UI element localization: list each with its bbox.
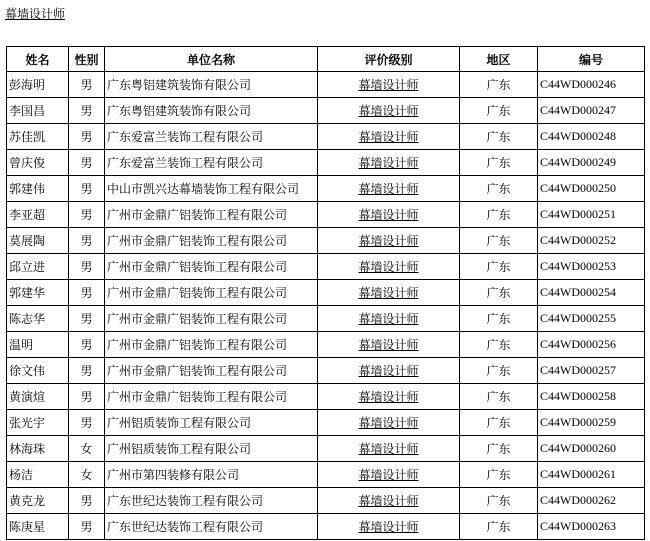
cell-name: 彭海明 [7, 72, 69, 98]
cell-id: C44WD000263 [538, 514, 645, 540]
table-row [7, 176, 645, 202]
level-link[interactable]: 幕墙设计师 [358, 494, 419, 508]
cell-gender: 男 [69, 514, 105, 540]
level-link[interactable]: 幕墙设计师 [358, 208, 419, 222]
cell-id: C44WD000247 [538, 98, 645, 124]
cell-region: 广东 [460, 202, 538, 228]
cell-company: 广东世纪达装饰工程有限公司 [105, 514, 318, 540]
level-link[interactable]: 幕墙设计师 [358, 364, 419, 378]
cell-gender: 男 [69, 358, 105, 384]
cell-company: 广东粤铝建筑装饰有限公司 [105, 98, 318, 124]
table-row [7, 358, 645, 384]
cell-gender: 男 [69, 332, 105, 358]
level-link[interactable]: 幕墙设计师 [358, 182, 419, 196]
level-link[interactable]: 幕墙设计师 [358, 312, 419, 326]
cell-id: C44WD000248 [538, 124, 645, 150]
cell-gender: 男 [69, 202, 105, 228]
cell-name: 李国昌 [7, 98, 69, 124]
cell-gender: 男 [69, 228, 105, 254]
cell-id: C44WD000246 [538, 72, 645, 98]
header-level: 评价级别 [318, 47, 460, 72]
table-row [7, 410, 645, 436]
cell-region: 广东 [460, 254, 538, 280]
cell-region: 广东 [460, 384, 538, 410]
cell-gender: 男 [69, 488, 105, 514]
level-link[interactable]: 幕墙设计师 [358, 260, 419, 274]
cell-gender: 男 [69, 254, 105, 280]
cell-gender: 男 [69, 280, 105, 306]
cell-gender: 男 [69, 98, 105, 124]
cell-name: 陈庚星 [7, 514, 69, 540]
level-link[interactable]: 幕墙设计师 [358, 156, 419, 170]
cell-region: 广东 [460, 358, 538, 384]
cell-level [318, 176, 460, 202]
cell-company: 广州市第四装修有限公司 [105, 462, 318, 488]
level-link[interactable]: 幕墙设计师 [358, 390, 419, 404]
cell-gender: 男 [69, 384, 105, 410]
level-link[interactable]: 幕墙设计师 [358, 338, 419, 352]
cell-region: 广东 [460, 98, 538, 124]
table-row [7, 202, 645, 228]
level-link[interactable]: 幕墙设计师 [358, 468, 419, 482]
cell-company: 广州市金鼎广铝装饰工程有限公司 [105, 280, 318, 306]
table-row [7, 514, 645, 540]
cell-company: 广州铝质装饰工程有限公司 [105, 410, 318, 436]
cell-level [318, 254, 460, 280]
level-link[interactable]: 幕墙设计师 [358, 234, 419, 248]
cell-gender: 男 [69, 306, 105, 332]
cell-region: 广东 [460, 280, 538, 306]
cell-region: 广东 [460, 72, 538, 98]
cell-gender: 男 [69, 124, 105, 150]
table-row [7, 150, 645, 176]
cell-region: 广东 [460, 410, 538, 436]
cell-region: 广东 [460, 228, 538, 254]
cell-company: 广州铝质装饰工程有限公司 [105, 436, 318, 462]
cell-id: C44WD000252 [538, 228, 645, 254]
cell-id: C44WD000249 [538, 150, 645, 176]
cell-region: 广东 [460, 124, 538, 150]
cell-company: 广州市金鼎广铝装饰工程有限公司 [105, 358, 318, 384]
level-link[interactable]: 幕墙设计师 [358, 286, 419, 300]
table-row [7, 488, 645, 514]
cell-level [318, 72, 460, 98]
header-id: 编号 [538, 47, 645, 72]
header-name: 姓名 [7, 47, 69, 72]
table-row [7, 124, 645, 150]
cell-id: C44WD000257 [538, 358, 645, 384]
cell-level [318, 332, 460, 358]
cell-level [318, 436, 460, 462]
cell-level [318, 514, 460, 540]
cell-gender: 男 [69, 410, 105, 436]
cell-level [318, 124, 460, 150]
cell-gender: 女 [69, 462, 105, 488]
cell-level [318, 358, 460, 384]
level-link[interactable]: 幕墙设计师 [358, 130, 419, 144]
cell-level [318, 384, 460, 410]
cell-id: C44WD000254 [538, 280, 645, 306]
cell-name: 苏佳凯 [7, 124, 69, 150]
level-link[interactable]: 幕墙设计师 [358, 78, 419, 92]
cell-id: C44WD000250 [538, 176, 645, 202]
level-link[interactable]: 幕墙设计师 [358, 520, 419, 534]
cell-region: 广东 [460, 332, 538, 358]
cell-level [318, 98, 460, 124]
cell-id: C44WD000260 [538, 436, 645, 462]
cell-name: 温明 [7, 332, 69, 358]
cell-name: 陈志华 [7, 306, 69, 332]
cell-company: 广东粤铝建筑装饰有限公司 [105, 72, 318, 98]
cell-name: 杨洁 [7, 462, 69, 488]
cell-region: 广东 [460, 306, 538, 332]
cell-level [318, 150, 460, 176]
cell-name: 李亚超 [7, 202, 69, 228]
cell-name: 黄克龙 [7, 488, 69, 514]
cell-gender: 男 [69, 150, 105, 176]
level-link[interactable]: 幕墙设计师 [358, 416, 419, 430]
cell-id: C44WD000251 [538, 202, 645, 228]
level-link[interactable]: 幕墙设计师 [358, 104, 419, 118]
cell-company: 广州市金鼎广铝装饰工程有限公司 [105, 306, 318, 332]
header-row [7, 47, 645, 72]
table-row [7, 462, 645, 488]
table-row [7, 384, 645, 410]
header-region: 地区 [460, 47, 538, 72]
cell-company: 广州市金鼎广铝装饰工程有限公司 [105, 332, 318, 358]
table-row [7, 280, 645, 306]
cell-company: 广州市金鼎广铝装饰工程有限公司 [105, 384, 318, 410]
cell-name: 黄演煊 [7, 384, 69, 410]
cell-name: 林海珠 [7, 436, 69, 462]
cell-company: 广州市金鼎广铝装饰工程有限公司 [105, 254, 318, 280]
cell-company: 中山市凯兴达幕墙装饰工程有限公司 [105, 176, 318, 202]
cell-level [318, 306, 460, 332]
cell-name: 郭建伟 [7, 176, 69, 202]
cell-level [318, 228, 460, 254]
cell-id: C44WD000253 [538, 254, 645, 280]
cell-id: C44WD000258 [538, 384, 645, 410]
cell-region: 广东 [460, 514, 538, 540]
table-row [7, 72, 645, 98]
page-title[interactable]: 幕墙设计师 [5, 7, 66, 21]
table-row [7, 254, 645, 280]
cell-company: 广东爱富兰装饰工程有限公司 [105, 150, 318, 176]
cell-id: C44WD000259 [538, 410, 645, 436]
cell-name: 邱立进 [7, 254, 69, 280]
cell-id: C44WD000261 [538, 462, 645, 488]
cell-gender: 男 [69, 176, 105, 202]
cell-region: 广东 [460, 462, 538, 488]
table-row [7, 228, 645, 254]
header-company: 单位名称 [105, 47, 318, 72]
table-row [7, 98, 645, 124]
cell-id: C44WD000262 [538, 488, 645, 514]
cell-region: 广东 [460, 176, 538, 202]
cell-region: 广东 [460, 436, 538, 462]
cell-company: 广州市金鼎广铝装饰工程有限公司 [105, 202, 318, 228]
table-row [7, 436, 645, 462]
cell-name: 莫展陶 [7, 228, 69, 254]
cell-name: 郭建华 [7, 280, 69, 306]
cell-level [318, 462, 460, 488]
cell-gender: 男 [69, 72, 105, 98]
cell-id: C44WD000256 [538, 332, 645, 358]
cell-id: C44WD000255 [538, 306, 645, 332]
cell-company: 广东爱富兰装饰工程有限公司 [105, 124, 318, 150]
cell-level [318, 280, 460, 306]
cell-name: 徐文伟 [7, 358, 69, 384]
cell-company: 广州市金鼎广铝装饰工程有限公司 [105, 228, 318, 254]
cell-level [318, 202, 460, 228]
cell-region: 广东 [460, 150, 538, 176]
cell-gender: 女 [69, 436, 105, 462]
cell-level [318, 410, 460, 436]
cell-name: 曾庆俊 [7, 150, 69, 176]
table-row [7, 306, 645, 332]
table-row [7, 332, 645, 358]
roster-table [6, 46, 645, 540]
cell-name: 张光宇 [7, 410, 69, 436]
cell-level [318, 488, 460, 514]
cell-region: 广东 [460, 488, 538, 514]
cell-company: 广东世纪达装饰工程有限公司 [105, 488, 318, 514]
header-gender: 性别 [69, 47, 105, 72]
level-link[interactable]: 幕墙设计师 [358, 442, 419, 456]
